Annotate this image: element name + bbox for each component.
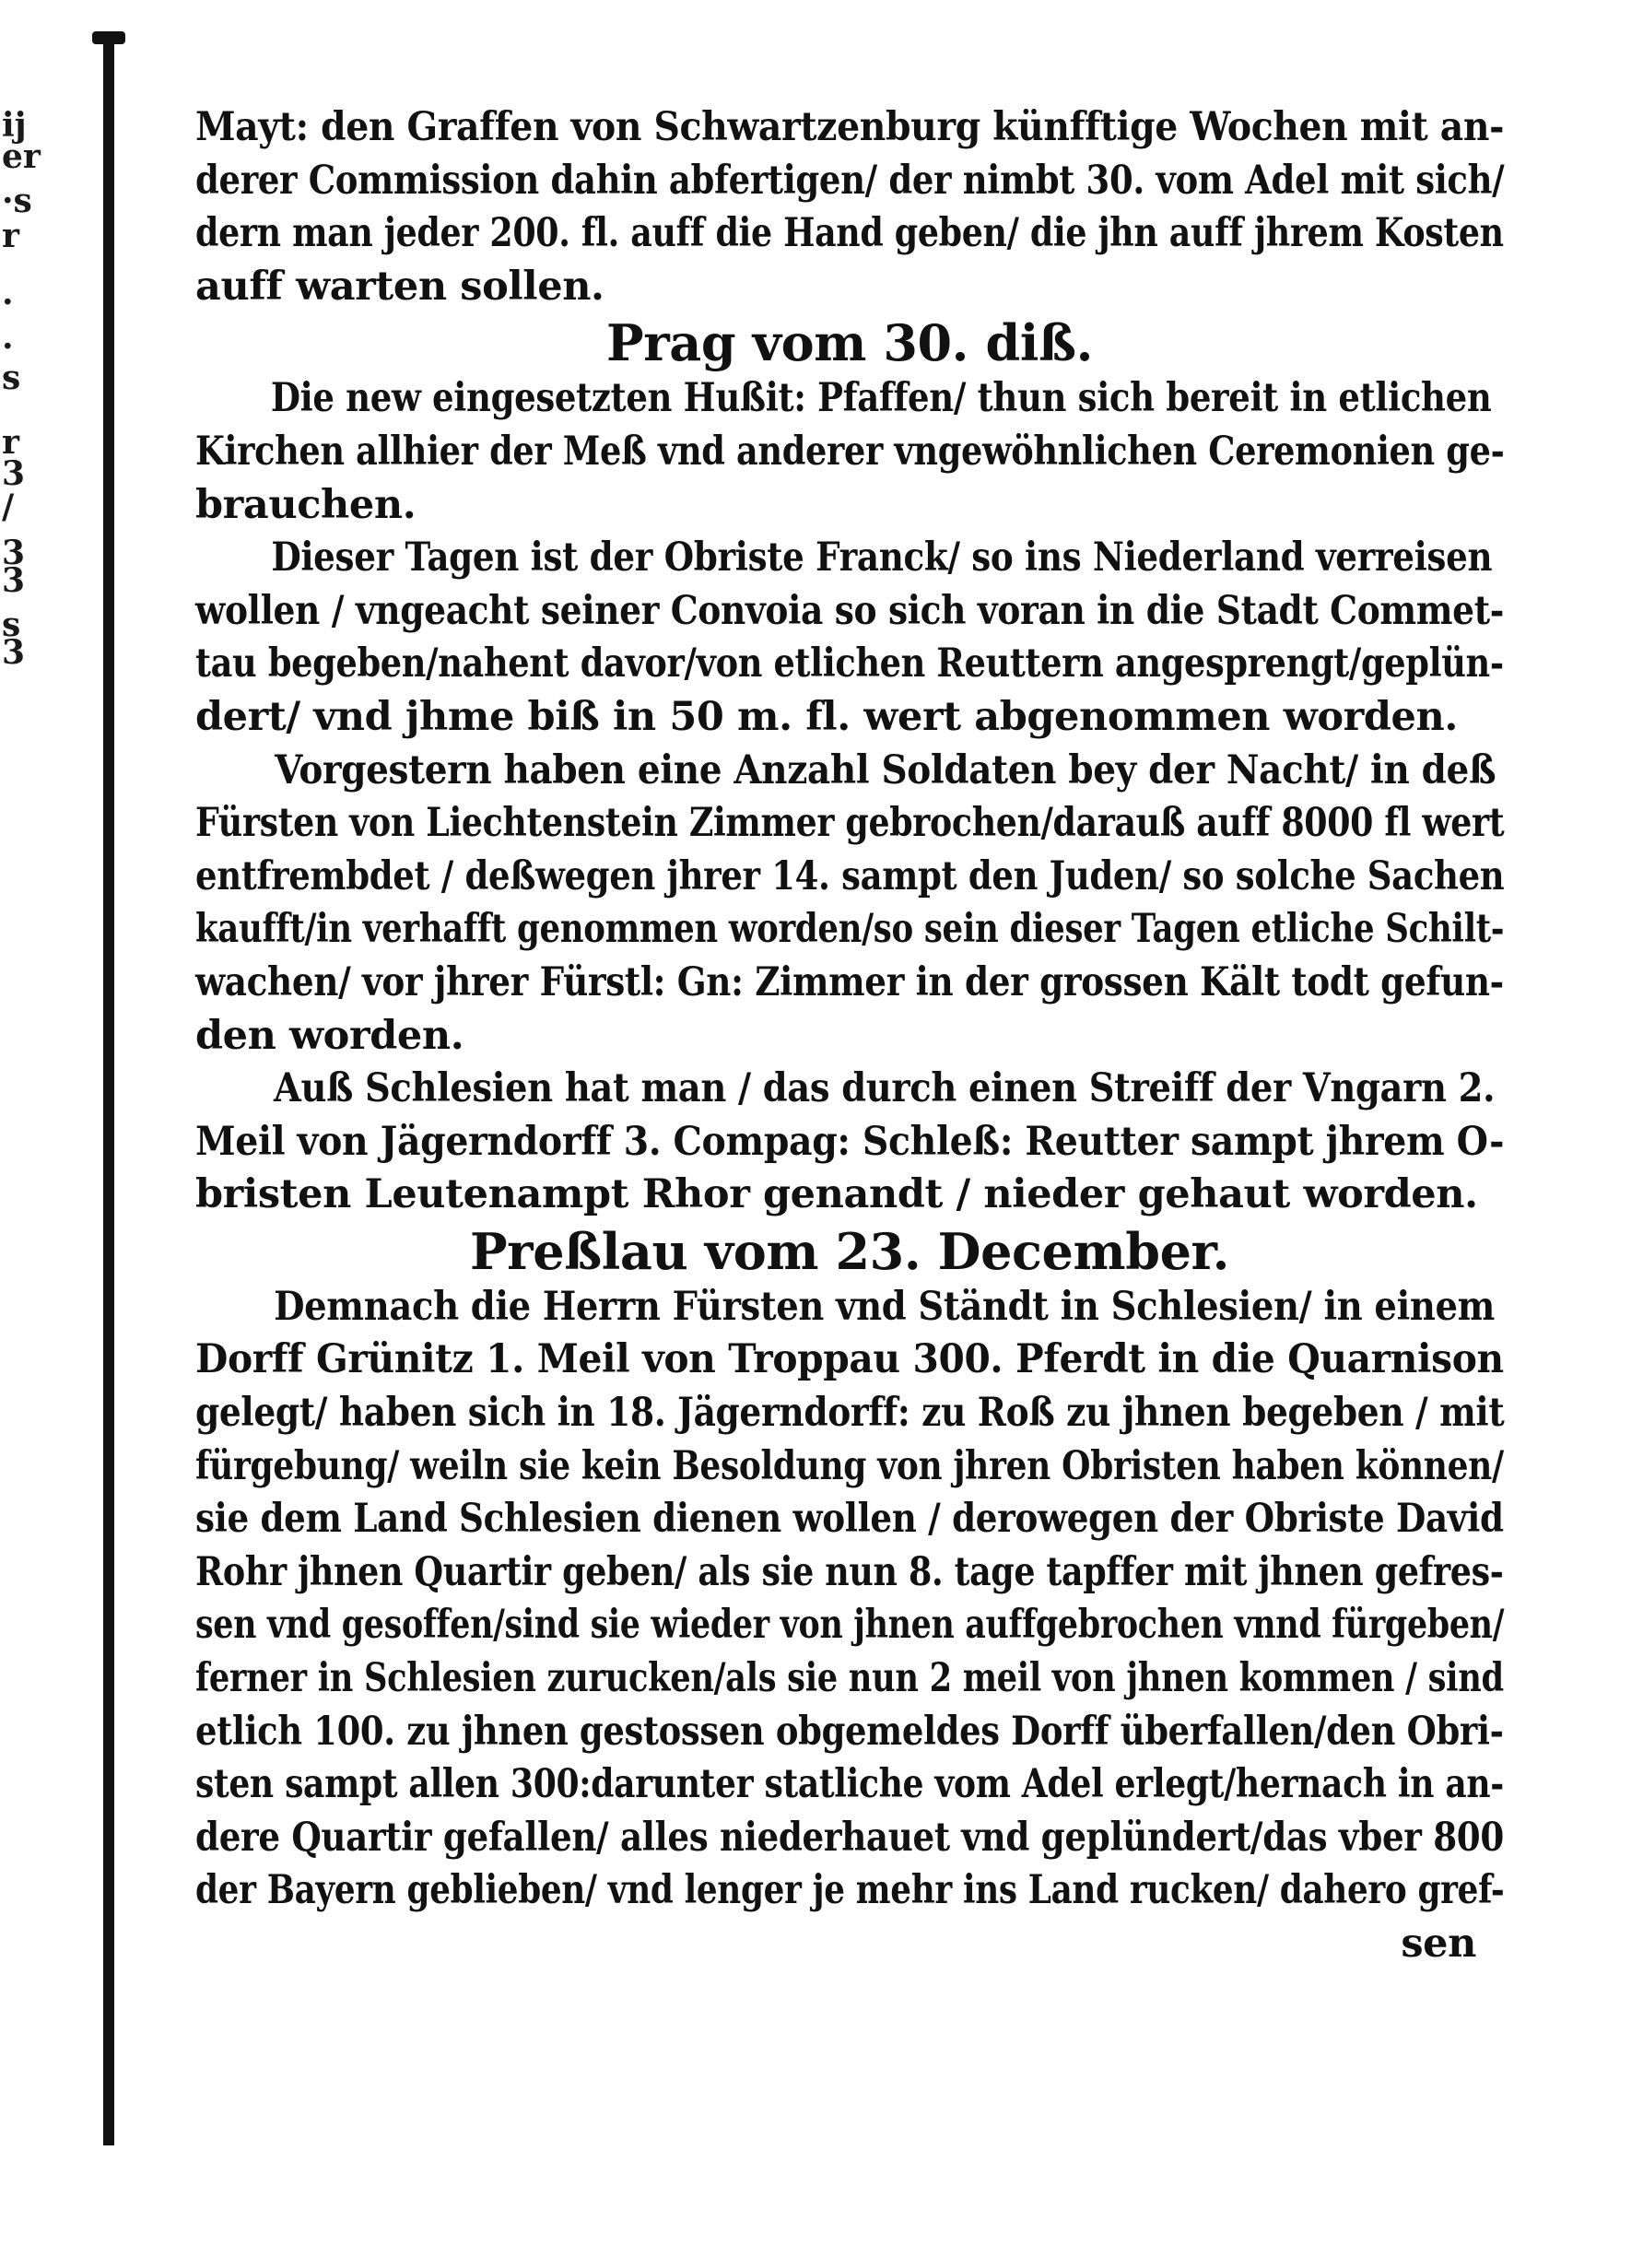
margin-fragment: · [2, 327, 14, 366]
margin-fragment: s [2, 358, 21, 397]
text-line: entfrembdet / deßwegen jhrer 14. sampt den Juden/ so solche Sachen [195, 852, 1505, 899]
text-line: Dorff Grünitz 1. Meil von Troppau 300. Pferdt in die Quarnison [195, 1336, 1504, 1383]
text-line: fürgebung/ weiln sie kein Besoldung von jhren Obristen haben können/ [195, 1442, 1504, 1489]
text-line: Kirchen allhier der Meß vnd anderer vngewöhnlichen Ceremonien ge- [195, 428, 1505, 475]
margin-fragment: er [2, 137, 41, 176]
margin-fragment: ij [2, 106, 27, 145]
paragraph [195, 1281, 1504, 1918]
text-line: Dieser Tagen ist der Obriste Franck/ so ins Niederland verreisen [271, 535, 1493, 582]
paragraph [195, 372, 1504, 532]
text-line: Rohr jhnen Quartir geben/ als sie nun 8. tage tapffer mit jhnen gefres- [195, 1548, 1504, 1595]
text-line: ferner in Schlesien zurucken/als sie nun 2 meil von jhnen kommen / sind [195, 1655, 1504, 1702]
text-line: sten sampt allen 300:darunter statliche vom Adel erlegt/hernach in an- [195, 1761, 1504, 1808]
newspaper-page [195, 101, 1504, 1971]
text-line: den worden. [195, 1012, 464, 1059]
margin-fragment: · [2, 283, 14, 322]
text-line: wollen / vngeacht seiner Convoia so sich voran in die Stadt Commet- [195, 587, 1504, 634]
margin-fragment: 3 [2, 534, 26, 572]
margin-fragment: 3 [2, 454, 26, 493]
text-line: Fürsten von Liechtenstein Zimmer gebrochen/darauß auff 8000 fl wert [195, 800, 1505, 847]
margin-fragment: / [2, 488, 15, 526]
text-line: sie dem Land Schlesien dienen wollen / derowegen der Obriste David [195, 1496, 1504, 1543]
margin-fragment: r [2, 423, 19, 462]
text-line: brauchen. [195, 481, 417, 528]
text-line: auff warten sollen. [195, 263, 604, 310]
paragraph [195, 532, 1504, 744]
paragraph [195, 1063, 1504, 1222]
text-line: etlich 100. zu jhnen gestossen obgemeldes Dorff überfallen/den Obri- [195, 1708, 1504, 1755]
margin-fragment: ·s [2, 182, 32, 220]
text-line: Die new eingesetzten Hußit: Pfaffen/ thun sich bereit in etlichen [270, 375, 1492, 422]
paragraph [195, 101, 1504, 313]
margin-fragment: 3 [2, 561, 26, 600]
text-line: Vorgestern haben eine Anzahl Soldaten bey der Nacht/ in deß [275, 746, 1496, 793]
binding-rule [103, 35, 114, 2145]
text-line: Meil von Jägerndorff 3. Compag: Schleß: Reutter sampt jhrem O- [195, 1118, 1505, 1165]
text-line: wachen/ vor jhrer Fürstl: Gn: Zimmer in der grossen Kält todt gefun- [195, 958, 1504, 1005]
text-line: sen vnd gesoffen/sind sie wieder von jhnen auffgebrochen vnnd fürgeben/ [195, 1602, 1505, 1649]
facing-page-margin [0, 0, 65, 2268]
section-heading: Preßlau vom 23. December. [469, 1221, 1230, 1281]
text-line: dert/ vnd jhme biß in 50 m. fl. wert abgenommen worden. [195, 693, 1458, 740]
margin-fragment: r [2, 217, 19, 255]
text-line: der Bayern geblieben/ vnd lenger je mehr ins Land rucken/ dahero gref- [195, 1867, 1505, 1914]
text-line: kaufft/in verhafft genommen worden/so sein dieser Tagen etliche Schilt- [195, 906, 1505, 953]
margin-fragment: s [2, 605, 21, 644]
text-line: Auß Schlesien hat man / das durch einen Streiff der Vngarn 2. [273, 1065, 1496, 1112]
text-line: tau begeben/nahent davor/von etlichen Reuttern angesprengt/geplün- [195, 640, 1504, 687]
text-line: dern man jeder 200. fl. auff die Hand geben/ die jhn auff jhrem Kosten [195, 210, 1504, 257]
text-line: gelegt/ haben sich in 18. Jägerndorff: zu Roß zu jhnen begeben / mit [195, 1390, 1505, 1437]
margin-fragment: 3 [2, 633, 26, 672]
catchword: sen [1401, 1921, 1476, 1967]
text-line: Demnach die Herrn Fürsten vnd Ständt in Schlesien/ in einem [274, 1283, 1496, 1330]
section-heading: Prag vom 30. diß. [606, 313, 1093, 373]
text-line: bristen Leutenampt Rhor genandt / nieder gehaut worden. [195, 1171, 1478, 1218]
text-line: Mayt: den Graffen von Schwartzenburg künfftige Wochen mit an- [195, 104, 1505, 150]
paragraph [195, 745, 1504, 1063]
text-line: dere Quartir gefallen/ alles niederhauet vnd geplündert/das vber 800 [195, 1814, 1504, 1861]
text-line: derer Commission dahin abfertigen/ der nimbt 30. vom Adel mit sich/ [195, 157, 1505, 204]
